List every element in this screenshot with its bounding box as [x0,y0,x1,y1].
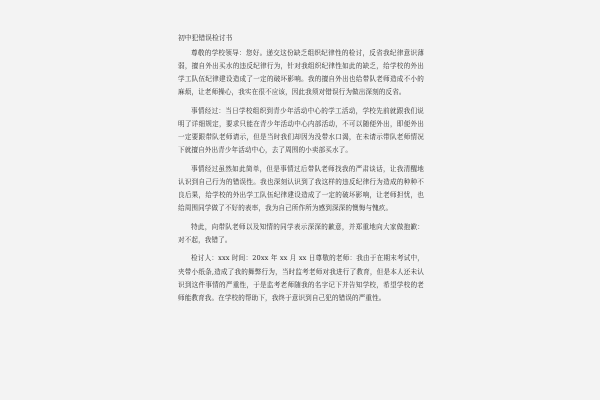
document-title: 初中犯错误检讨书 [178,34,233,42]
paragraph-event: 事情经过：当日学校组织到青少年活动中心的学工活动，学校先前就跟我们说明了详细规定，要求只能在青少年活动中心内部活动，不可以随便外出，即便外出一定要跟带队老师请示，但是当时我们却因为没带水口渴，在未请示带队老师情况下就擅自外出青少年活动中心，去了周围的小卖部买水了。 [178,106,424,155]
paragraph-salutation: 尊敬的学校领导：您好。递交这份缺乏组织纪律性的检讨，反省我纪律意识薄弱，擅自外出买水的违反纪律行为，针对我组织纪律性如此的缺乏，给学校的外出学工队伍纪律建设造成了一定的破坏影响。我的擅自外出也给带队老师造成不小的麻烦，让老师操心，我实在很不应该，因此我须对错误行为做出深刻的反省。 [178,49,424,97]
document-body [178,32,424,310]
paragraph-apology: 特此，向带队老师以及知情的同学表示深深的歉意，并郑重地向大家做抱歉：对不起，我错了。 [178,222,424,244]
paragraph-reflection: 事情经过虽然如此简单，但是事情过后带队老师找我的严肃谈话，让我清醒地认识到自己行为的错误性。我也深刻认识到了我这样的违反纪律行为造成的种种不良后果，给学校的外出学工队伍纪律建设造成了一定的破坏影响，让老师担忧，也给周围同学做了不好的表率，我为自己所作所为感到深深的懊悔与愧疚。 [178,164,424,213]
paragraph-signature: 检讨人：xxx 时间：20xx 年 xx 月 xx 日尊敬的老师：我由于在期末考试中，夹带小纸条,造成了我的舞弊行为，当时监考老师对我进行了教育，但是本人还未认识到这件事情的严重性，于是监考老师随我的名字记下并告知学校，希望学校的老师能教育我。在学校的帮助下，我终于意识到自己犯的错误的严重性。 [178,254,424,302]
